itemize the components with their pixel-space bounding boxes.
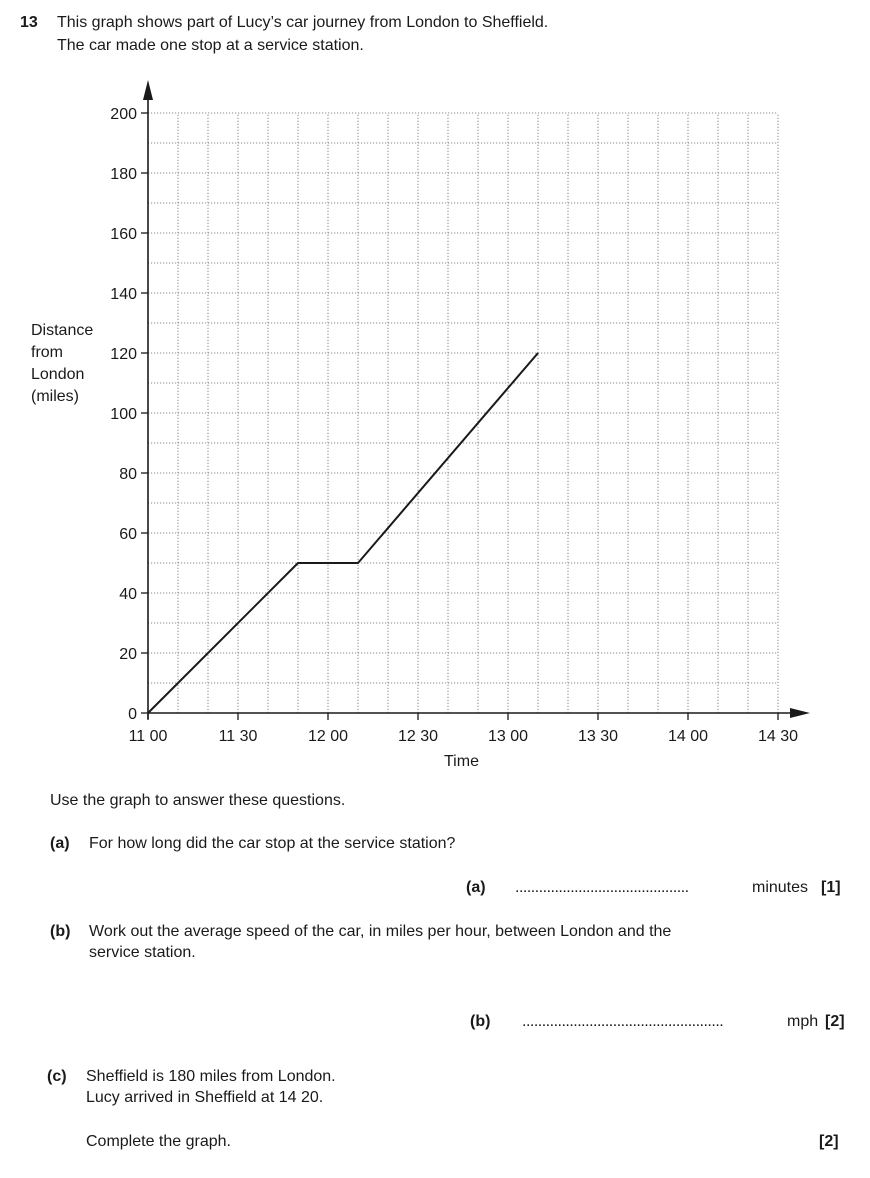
part-c-instruction: Complete the graph.: [86, 1133, 231, 1150]
y-tick-label: 100: [110, 406, 137, 423]
part-c-line1: Sheffield is 180 miles from London.: [86, 1068, 336, 1085]
y-tick-label: 180: [110, 166, 137, 183]
part-c-line2: Lucy arrived in Sheffield at 14 20.: [86, 1089, 324, 1106]
part-b-answer-line[interactable]: ...................................................: [522, 1013, 724, 1030]
part-c-label: (c): [47, 1068, 67, 1085]
y-tick-label: 0: [128, 706, 137, 723]
question-intro-line1: This graph shows part of Lucy’s car journey from London to Sheffield.: [57, 14, 549, 31]
part-a-label: (a): [50, 835, 70, 852]
y-tick-label: 20: [119, 646, 137, 663]
x-tick-label: 14 30: [757, 728, 799, 745]
x-tick-label: 12 00: [307, 728, 349, 745]
y-tick-label: 160: [110, 226, 137, 243]
x-tick-label: 13 00: [487, 728, 529, 745]
part-b-unit: mph: [787, 1013, 819, 1030]
part-b-answer-label: (b): [470, 1013, 491, 1030]
y-tick-label: 200: [110, 106, 137, 123]
part-a-unit: minutes: [752, 879, 809, 896]
part-b-marks: [2]: [825, 1013, 845, 1030]
part-b-label: (b): [50, 923, 71, 940]
question-intro-line2: The car made one stop at a service station.: [57, 37, 364, 54]
x-tick-label: 11 30: [218, 728, 258, 745]
y-tick-label: 80: [119, 466, 137, 483]
y-tick-label: 120: [110, 346, 137, 363]
y-tick-label: 140: [110, 286, 137, 303]
x-tick-label: 12 30: [397, 728, 439, 745]
x-tick-label: 14 00: [667, 728, 709, 745]
y-axis-label-line3: London: [31, 366, 85, 383]
part-a-marks: [1]: [821, 879, 841, 896]
y-tick-label: 60: [119, 526, 137, 543]
y-tick-label: 40: [119, 586, 137, 603]
x-tick-label: 13 30: [577, 728, 619, 745]
y-axis-label-line1: Distance: [31, 322, 94, 339]
part-b-question-line2: service station.: [89, 944, 196, 961]
question-number: 13: [20, 14, 38, 31]
y-axis-arrow-icon: [143, 80, 153, 100]
y-axis-label-line4: (miles): [31, 388, 79, 405]
part-a-answer-line[interactable]: ............................................: [515, 879, 689, 896]
part-a-question: For how long did the car stop at the service station?: [89, 835, 456, 852]
instruction-text: Use the graph to answer these questions.: [50, 792, 346, 809]
x-tick-label: 11 00: [128, 728, 168, 745]
part-c-marks: [2]: [819, 1133, 839, 1150]
part-a-answer-label: (a): [466, 879, 486, 896]
x-axis-label: Time: [444, 753, 479, 770]
x-axis-arrow-icon: [790, 708, 810, 718]
y-axis-label-line2: from: [31, 344, 63, 361]
part-b-question-line1: Work out the average speed of the car, in miles per hour, between London and the: [89, 923, 672, 940]
